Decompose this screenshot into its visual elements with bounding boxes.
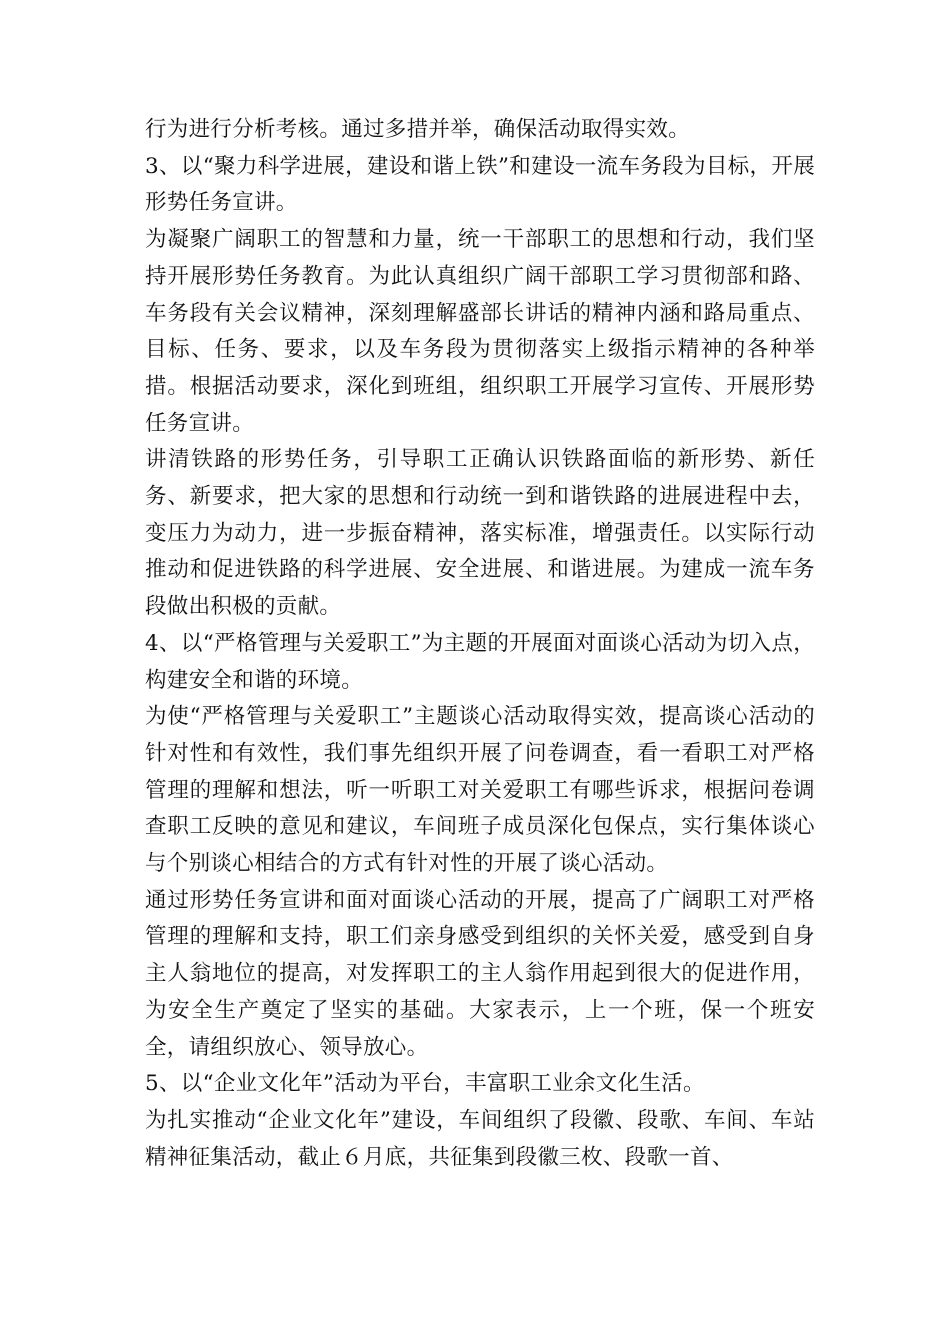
paragraph-1: 行为进行分析考核。通过多措并举，确保活动取得实效。 xyxy=(145,117,691,142)
section-3-heading: 3、以“聚力科学进展，建设和谐上铁”和建设一流车务段为目标，开展形势任务宣讲。 xyxy=(145,153,815,216)
document-body xyxy=(145,112,815,1176)
paragraph-3: 为凝聚广阔职工的智慧和力量，统一干部职工的思想和行动，我们坚持开展形势任务教育。为此认真组织广阔干部职工学习贯彻部和路、车务段有关会议精神，深刻理解盛部长讲话的精神内涵和路局重点、目标、任务、要求，以及车务段为贯彻落实上级指示精神的各种举措。根据活动要求，深化到班组，组织职工开展学习宣传、开展形势任务宣讲。 xyxy=(145,227,815,436)
section-5-heading: 5、以“企业文化年”活动为平台，丰富职工业余文化生活。 xyxy=(145,1071,705,1097)
paragraph-9: 为扎实推动“企业文化年”建设，车间组织了段徽、段歌、车间、车站精神征集活动，截止６月底，共征集到段徽三枚、段歌一首、 xyxy=(145,1107,815,1170)
section-4-heading: 4、以“严格管理与关爱职工”为主题的开展面对面谈心活动为切入点，构建安全和谐的环境。 xyxy=(145,630,815,693)
paragraph-6: 为使“严格管理与关爱职工”主题谈心活动取得实效，提高谈心活动的针对性和有效性，我们事先组织开展了问卷调查，看一看职工对严格管理的理解和想法，听一听职工对关爱职工有哪些诉求，根据问卷调查职工反映的意见和建议，车间班子成员深化包保点，实行集体谈心与个别谈心相结合的方式有针对性的开展了谈心活动。 xyxy=(145,704,815,877)
paragraph-4: 讲清铁路的形势任务，引导职工正确认识铁路面临的新形势、新任务、新要求，把大家的思想和行动统一到和谐铁路的进展进程中去，变压力为动力，进一步振奋精神，落实标准，增强责任。以实际行动推动和促进铁路的科学进展、安全进展、和谐进展。为建成一流车务段做出积极的贡献。 xyxy=(145,447,815,620)
paragraph-7: 通过形势任务宣讲和面对面谈心活动的开展，提高了广阔职工对严格管理的理解和支持，职工们亲身感受到组织的关怀关爱，感受到自身主人翁地位的提高，对发挥职工的主人翁作用起到很大的促进作用，为安全生产奠定了坚实的基础。大家表示，上一个班，保一个班安全，请组织放心、领导放心。 xyxy=(145,887,815,1060)
